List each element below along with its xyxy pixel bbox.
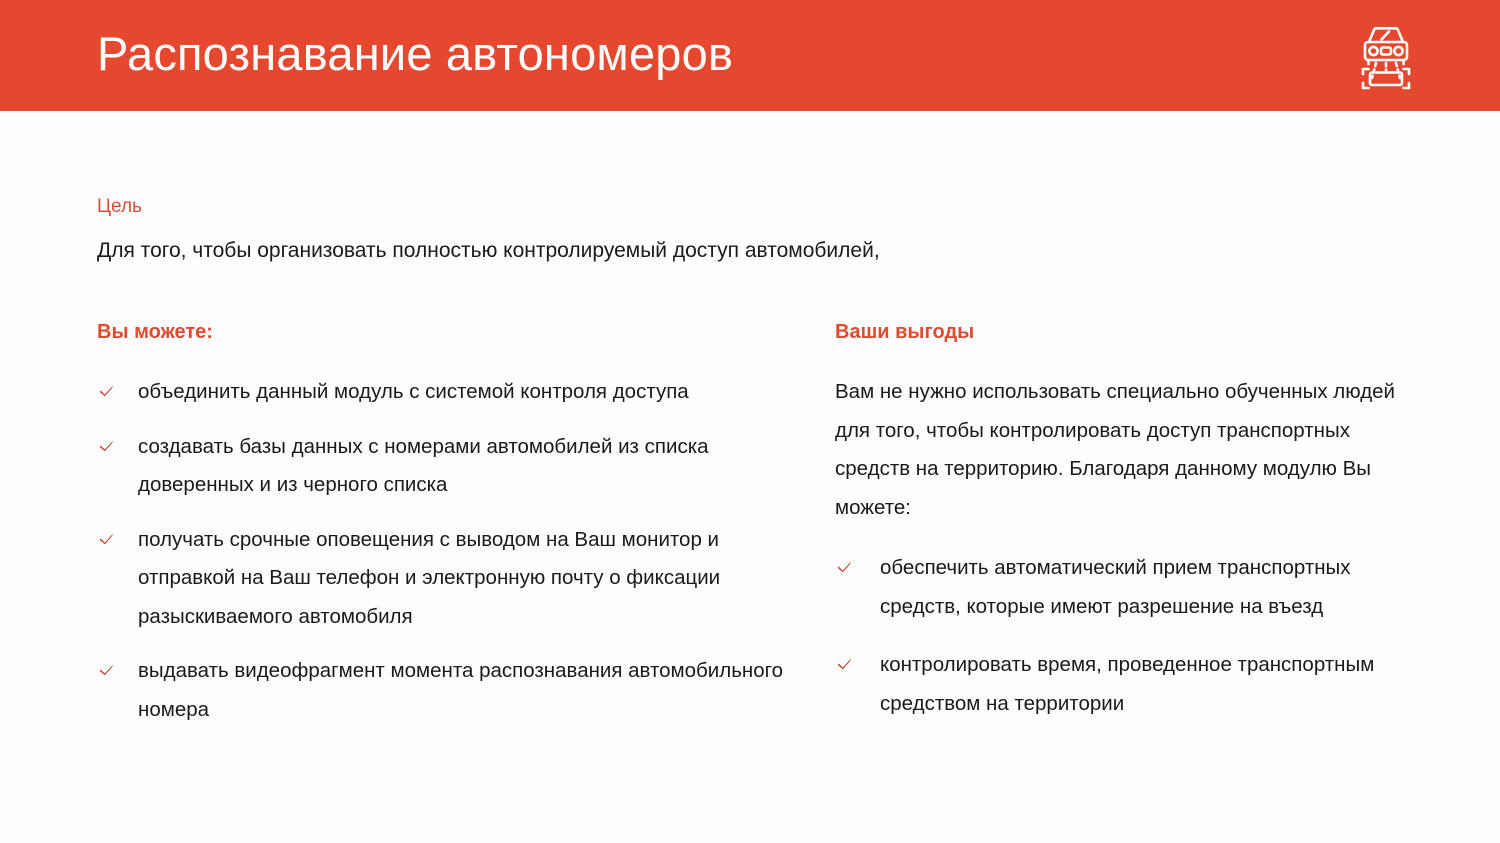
slide-body — [0, 111, 1500, 843]
right-column — [835, 319, 1435, 743]
goal-text: Для того, чтобы организовать полностью контролируемый доступ автомобилей, — [97, 239, 880, 262]
list-item — [835, 549, 1435, 626]
page-title: Распознавание автономеров — [97, 27, 734, 80]
check-icon — [99, 531, 115, 547]
list-item-label: обеспечить автоматический прием транспортных средств, которые имеют разрешение на въезд — [880, 556, 1351, 618]
car-plate-recognition-icon — [1345, 16, 1427, 98]
check-icon — [99, 438, 115, 454]
check-icon — [837, 559, 853, 575]
list-item — [97, 428, 797, 505]
list-item-label: контролировать время, проведенное транспортным средством на территории — [880, 653, 1375, 715]
right-column-heading: Ваши выгоды — [835, 321, 975, 343]
list-item-label: выдавать видеофрагмент момента распознавания автомобильного номера — [138, 659, 784, 721]
list-item — [97, 652, 797, 729]
list-item — [97, 521, 797, 637]
goal-heading: Цель — [97, 196, 142, 217]
left-bullet-list — [97, 373, 797, 729]
list-item — [835, 646, 1435, 723]
list-item-label: получать срочные оповещения с выводом на Ваш монитор и отправкой на Ваш телефон и электронную почту о фиксации разыскиваемого автомобиля — [138, 527, 721, 628]
right-column-intro: Вам не нужно использовать специально обученных людей для того, чтобы контролировать доступ транспортных средств на территорию. Благодаря данному модулю Вы можете: — [835, 380, 1396, 519]
header-band — [0, 0, 1500, 111]
list-item — [97, 373, 797, 412]
right-bullet-list — [835, 549, 1435, 723]
left-column-heading: Вы можете: — [97, 321, 213, 343]
check-icon — [99, 662, 115, 678]
list-item-label: создавать базы данных с номерами автомобилей из списка доверенных и из черного списка — [138, 434, 709, 496]
check-icon — [837, 656, 853, 672]
list-item-label: объединить данный модуль с системой контроля доступа — [138, 380, 689, 403]
left-column — [97, 319, 797, 745]
check-icon — [99, 383, 115, 399]
